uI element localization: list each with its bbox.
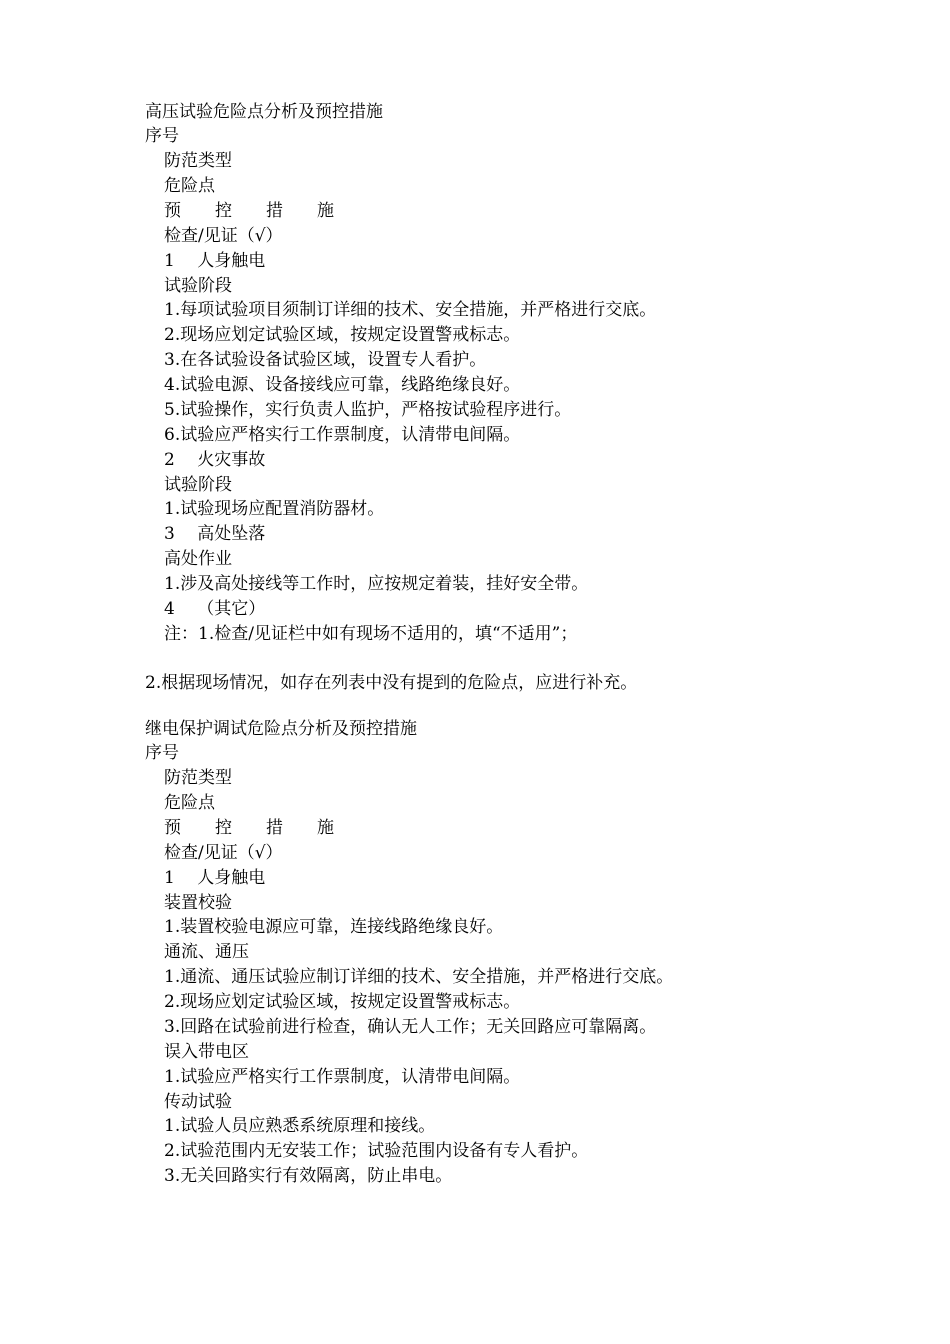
section-2-serial-header: 序号 (145, 743, 179, 763)
section-2-item: 通流、通压 (164, 942, 249, 962)
section-2-item: 2.试验范围内无安装工作；试验范围内设备有专人看护。 (164, 1141, 589, 1161)
section-1-item: 5.试验操作，实行负责人监护，严格按试验程序进行。 (164, 400, 572, 420)
section-1-item: 4.试验电源、设备接线应可靠，线路绝缘良好。 (164, 375, 521, 395)
section-1-check-header: 检查/见证（√） (164, 226, 283, 246)
section-1-item: 高处作业 (164, 549, 232, 569)
section-1-serial-header: 序号 (145, 126, 179, 146)
section-1-item: 1 人身触电 (164, 251, 266, 271)
section-1-title: 高压试验危险点分析及预控措施 (145, 102, 383, 122)
section-1-item: 3.在各试验设备试验区域，设置专人看护。 (164, 350, 487, 370)
section-2-check-header: 检查/见证（√） (164, 843, 283, 863)
section-2-risk-header: 危险点 (164, 793, 215, 813)
section-2-item: 1.通流、通压试验应制订详细的技术、安全措施，并严格进行交底。 (164, 967, 674, 987)
section-2-item: 3.无关回路实行有效隔离，防止串电。 (164, 1166, 453, 1186)
section-1-item: 1.每项试验项目须制订详细的技术、安全措施，并严格进行交底。 (164, 300, 657, 320)
section-2-measures-header: 预 控 措 施 (164, 818, 334, 838)
section-2-item: 3.回路在试验前进行检查，确认无人工作；无关回路应可靠隔离。 (164, 1017, 657, 1037)
section-1-note-1: 注：1.检查/见证栏中如有现场不适用的，填“不适用”； (164, 624, 578, 644)
section-2-item: 1.试验人员应熟悉系统原理和接线。 (164, 1116, 436, 1136)
section-1-item: 4 （其它） (164, 599, 266, 619)
section-1-item: 试验阶段 (164, 475, 232, 495)
section-2-title: 继电保护调试危险点分析及预控措施 (145, 719, 417, 739)
section-1-item: 1.试验现场应配置消防器材。 (164, 499, 385, 519)
section-2-item: 装置校验 (164, 893, 232, 913)
section-1-measures-header: 预 控 措 施 (164, 201, 334, 221)
section-1-type-header: 防范类型 (164, 151, 232, 171)
section-1-note-2: 2.根据现场情况，如存在列表中没有提到的危险点，应进行补充。 (145, 673, 638, 693)
section-2-item: 1 人身触电 (164, 868, 266, 888)
section-2-item: 2.现场应划定试验区域，按规定设置警戒标志。 (164, 992, 521, 1012)
section-1-item: 1.涉及高处接线等工作时，应按规定着装，挂好安全带。 (164, 574, 589, 594)
section-2-item: 传动试验 (164, 1092, 232, 1112)
section-2-item: 1.装置校验电源应可靠，连接线路绝缘良好。 (164, 917, 504, 937)
section-1-item: 试验阶段 (164, 276, 232, 296)
section-1-item: 2 火灾事故 (164, 450, 266, 470)
section-1-item: 6.试验应严格实行工作票制度，认清带电间隔。 (164, 425, 521, 445)
section-2-type-header: 防范类型 (164, 768, 232, 788)
section-1-item: 2.现场应划定试验区域，按规定设置警戒标志。 (164, 325, 521, 345)
section-1-item: 3 高处坠落 (164, 524, 266, 544)
section-2-item: 1.试验应严格实行工作票制度，认清带电间隔。 (164, 1067, 521, 1087)
section-2-item: 误入带电区 (164, 1042, 249, 1062)
section-1-risk-header: 危险点 (164, 176, 215, 196)
